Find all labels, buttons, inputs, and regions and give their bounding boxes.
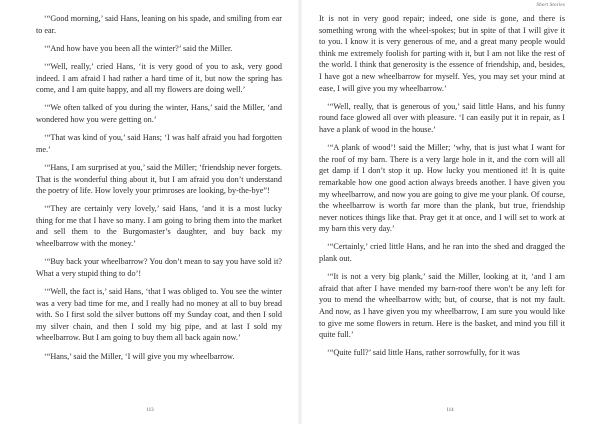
- paragraph: ‘“They are certainly very lovely,’ said Hans, ‘and it is a most lucky thing for me that I have so many. I am going to bring them into the market and sell them to the Burgomaster’s daughter, and buy back my wheelbarrow with the money.’: [36, 204, 282, 249]
- paragraph: ‘“That was kind of you,’ said Hans; ‘I was half afraid you had forgotten me.’: [36, 133, 282, 154]
- paragraph: ‘“Well, really, that is generous of you,’ said little Hans, and his funny round face glowed all over with pleasure. ‘I can easily put it in repair, as I have a plank of wood in the house.’: [319, 101, 565, 134]
- paragraph: ‘“A plank of wood’! said the Miller; ‘why, that is just what I want for the roof of my barn. There is a very large hole in it, and the corn will all get damp if I don’t stop it up. How lucky you mentioned it! It is quite remarkable how one good action always breeds another. I have given you my wheelbarrow, and now you are going to give me your plank. Of course, the wheelbarrow is worth far more than the plank, but true, friendship never notices things like that. Pray get it at once, and I will set to work at my barn this very day.’: [319, 143, 565, 234]
- paragraph: ‘“We often talked of you during the winter, Hans,’ said the Miller, ‘and wondered how you were getting on.’: [36, 103, 282, 124]
- paragraph: ‘“Quite full?’ said little Hans, rather sorrowfully, for it was: [327, 348, 520, 358]
- paragraph: ‘“And how have you been all the winter?’ said the Miller.: [44, 43, 233, 53]
- paragraph: ‘“Good morning,’ said Hans, leaning on his spade, and smiling from ear to ear.: [36, 14, 282, 35]
- paragraph: ‘“Buy back your wheelbarrow? You don’t mean to say you have sold it? What a very stupid thing to do’!: [36, 257, 282, 278]
- paragraph: ‘“It is not a very big plank,’ said the Miller, looking at it, ‘and I am afraid that after I have mended my barn-roof there won’t be any left for you to mend the wheelbarrow with; but, of course, that is not my fault. And now, as I have given you my wheelbarrow, I am sure you would like to give me some flowers in return. Here is the basket, and mind you fill it quite full.’: [319, 272, 565, 340]
- paragraph: ‘“Certainly,’ cried little Hans, and he ran into the shed and dragged the plank out.: [319, 242, 565, 264]
- page-number-right: 114: [446, 408, 454, 413]
- paragraph: ‘“Well, the fact is,’ said Hans, ‘that I was obliged to. You see the winter was a very bad time for me, and I really had no money at all to buy bread with. So I first sold the silver buttons off my Sunday coat, and then I sold my silver chain, and then I sold my big pipe, and at last I sold my wheelbarrow. But I am going to buy them all back again now.’: [36, 287, 282, 343]
- page-number-left: 113: [146, 408, 154, 413]
- paragraph: ‘“Well, really,’ cried Hans, ‘it is very good of you to ask, very good indeed. I am afraid I had rather a hard time of it, but now the spring has come, and I am quite happy, and all my flowers are doing well.’: [36, 61, 282, 95]
- right-page-text: [319, 13, 565, 359]
- paragraph: ‘“Hans,’ said the Miller, ‘I will give you my wheelbarrow.: [44, 351, 235, 361]
- paragraph: ‘“Hans, I am surprised at you,’ said the Miller; ‘friendship never forgets. That is the wonderful thing about it, but I am afraid you don’t understand the poetry of life. How lovely your primroses are looking, by-the-bye”!: [36, 162, 282, 196]
- paragraph: It is not in very good repair; indeed, one side is gone, and there is something wrong with the wheel-spokes; but in spite of that I will give it to you. I know it is very generous of me, and a great many people would think me extremely foolish for parting with it, but I am not like the rest of the world. I think that generosity is the essence of friendship, and, besides, I have got a new wheelbarrow for myself. Yes, you may set your mind at ease, I will give you my wheelbarrow.’: [319, 14, 565, 93]
- left-page-text: [36, 13, 282, 362]
- right-page: [300, 0, 600, 424]
- running-head: Short Stories: [536, 3, 565, 8]
- book-gutter: [297, 0, 303, 424]
